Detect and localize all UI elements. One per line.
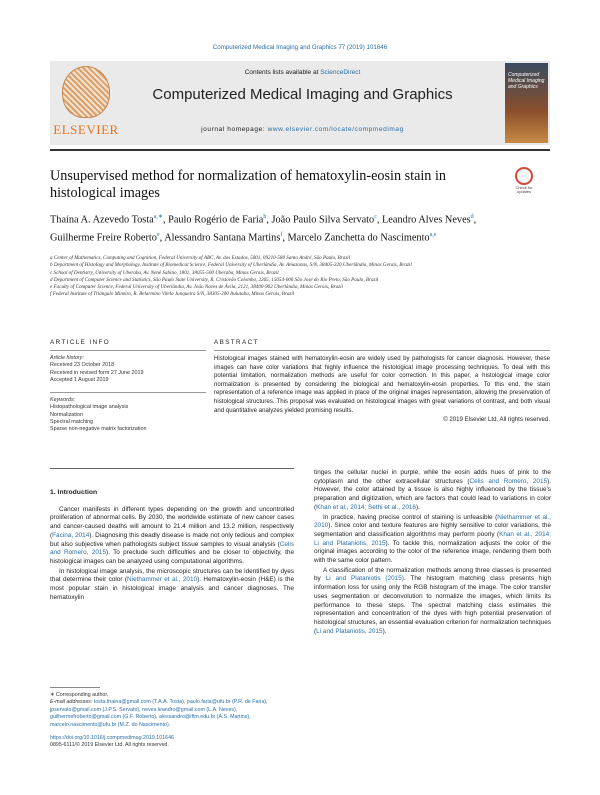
issn-line: 0895-6111/© 2019 Elsevier Ltd. All rights reserved. (50, 742, 169, 749)
contents-prefix: Contents lists available at (244, 69, 321, 76)
affiliation: a Center of Mathematics, Computing and Cognition, Federal University of ABC, Av. dos Estados, 5001, 09210-580 Santo André, São Paulo, Brazil (50, 255, 351, 261)
citation-link[interactable]: Khan et al., 2014; Li and Plataniotis, 2015 (314, 530, 551, 547)
text-run: ). Since color and texture features are highly sensitive to color variations, the segmentation and classification algorithms may perform poorly ( (314, 522, 551, 538)
cover-title: Computerized Medical Imaging and Graphics (508, 72, 545, 90)
email-note (50, 699, 294, 729)
check-updates-label: Check for updates (515, 185, 533, 194)
citation-link[interactable]: Niethammer et al., 2010 (314, 513, 551, 530)
elsevier-tree-icon (62, 66, 110, 118)
check-updates-icon (515, 167, 533, 185)
author-affil-link[interactable]: d (470, 214, 474, 220)
abstract (214, 339, 550, 423)
body-left-column (50, 489, 294, 603)
author-affil-link[interactable]: a,∗ (153, 214, 163, 220)
author-name: Guilherme Freire Roberto (50, 232, 157, 244)
text-run: ). (382, 627, 387, 635)
text-run: ). To preclude such difficulties and be closer to objectivity, the histological images can be analyzed using computational algorithms. (50, 549, 295, 565)
homepage-label: journal homepage: (201, 126, 268, 133)
body-rule (50, 468, 294, 469)
elsevier-logo[interactable] (52, 64, 120, 142)
author-affil-link[interactable]: f (280, 231, 283, 238)
paragraph (50, 506, 294, 567)
divider (50, 392, 206, 393)
affiliation: d Department of Computer Science and Statistics, São Paulo State University, R. Cristóvão Colombo, 2265, 15054-000 São José do Rio Preto, São Paulo, Brazil (50, 276, 379, 283)
author-affil-link[interactable]: a,e (429, 231, 437, 238)
footnotes (50, 687, 294, 750)
citation-link[interactable]: Li and Plataniotis, 2015 (316, 627, 383, 635)
author-affil-link[interactable]: c (374, 214, 377, 220)
text-run: tinges the cellular nuclei in purple, while the eosin adds hues of pink to the cytoplasm and the other extracellular structures ( (314, 469, 551, 485)
author-affil-link[interactable]: e (156, 231, 160, 238)
text-run: In practice, having precise control of staining is unfeasible ( (323, 513, 498, 521)
paragraph (314, 514, 551, 566)
check-for-updates-badge[interactable] (510, 167, 538, 199)
citation-link[interactable]: Li and Plataniotis (2015) (325, 575, 404, 583)
divider (214, 350, 550, 351)
divider (50, 350, 206, 351)
text-run: Cancer manifests in different types depending on the growth and uncontrolled proliferation of abnormal cells. By 2030, the worldwide estimate of new cancer cases and cancer-caused deaths will amount to 21.4 million and 13.2 million, respectively ( (50, 505, 294, 539)
author-name: Marcelo Zanchetta do Nascimento (287, 232, 430, 244)
text-run: ). (415, 503, 420, 511)
sciencedirect-link[interactable]: ScienceDirect (320, 69, 361, 76)
accepted-date: Accepted 1 August 2019 (50, 376, 109, 383)
citation-link[interactable]: Khan et al., 2014; Sethi et al., 2016 (316, 503, 416, 511)
footnote-rule (50, 687, 100, 688)
article-info (50, 339, 206, 434)
author-name: Alessandro Santana Martins (164, 232, 281, 244)
citation-link[interactable]: Celis and Romero, 2015 (50, 540, 294, 557)
text-run: ). To tackle this, normalization adjusts the color of the original images according to the color of the reference image, rendering them both with the same color pattern. (314, 539, 551, 565)
journal-cover-thumbnail[interactable] (505, 63, 548, 143)
paragraph (314, 567, 551, 637)
section-title: 1. Introduction (50, 489, 98, 496)
abstract-copyright: © 2019 Elsevier Ltd. All rights reserved. (443, 416, 550, 424)
author-affil-link[interactable]: b (263, 214, 267, 220)
citation-link[interactable]: Facina, 2014 (52, 531, 90, 539)
journal-title: Computerized Medical Imaging and Graphics (152, 86, 453, 103)
citation-link[interactable]: Niethammer et al., 2010 (127, 576, 198, 584)
body-right-column (314, 469, 551, 637)
citation-link[interactable]: Celis and Romero, 2015 (469, 477, 548, 485)
text-run: ). Diagnosing this deadly disease is made not only tedious and complex but also subjective when pathologists subject tissue samples to visual analysis ( (50, 531, 294, 548)
history-label: Article history: (50, 355, 84, 361)
keywords-label: Keywords: (50, 397, 76, 404)
corresponding-author-note: ∗ Corresponding author. (50, 692, 109, 698)
author-name: Paulo Rogério de Faria (168, 214, 264, 226)
doi-link[interactable]: https://doi.org/10.1016/j.compmedimag.2019.101646 (50, 735, 174, 742)
paragraph (50, 568, 294, 603)
keyword: Sparse non-negative matrix factorization (50, 426, 147, 433)
text-run: ). However, the color attained by a tissue is also highly influenced by the tissue's preparation and digitization, which are factors that could lead to variations in color ( (314, 477, 552, 511)
author-list: Thaína A. Azevedo Tosta$^{a,∗}$, Paulo Rogério de Faria$^b$, João Paulo Silva Servato$^c$, Leandro Alves Neves$^d$, Guilherme Freire Roberto$^e$, Alessandro Santana Martins$^f$, Marcelo Zanchetta do Nascimento$^{a,e}$ (50, 214, 477, 244)
article-info-heading: ARTICLE INFO (50, 339, 111, 346)
affiliation: b Department of Histology and Morphology, Institute of Biomedical Science, Federal University of Uberlândia, Av. Amazonas, S/N, 38405-320 Uberlândia, Minas Gerais, Brazil (50, 262, 412, 269)
affiliation: c School of Dentistry, University of Uberaba, Av. Nenê Sabino, 1801, 38055-500 Uberaba, Minas Gerais, Brazil (50, 269, 279, 276)
article-title: Unsupervised method for normalization of hematoxylin-eosin stain in histological images (50, 168, 446, 201)
header-rule (50, 149, 550, 151)
publisher-name: ELSEVIER (53, 122, 119, 137)
text-run: In histological image analysis, the microscopic structures can be identified by dyes that determine their color ( (50, 567, 294, 584)
author-name: Thaína A. Azevedo Tosta (50, 214, 154, 226)
abstract-text: Histological images stained with hematoxylin-eosin are widely used by pathologists for cancer diagnosis. However, these images can have color variations that highly influence the histological image processing techniques. To deal with this potential limitation, normalization methods are useful for color correction. In this paper, a histological image color normalization is presented by considering the biological and hematoxylin-eosin properties. To this end, the stain representation of a reference image was applied in place of the original images representation, allowing the preservation of histological structures. This proposal was evaluated on histological images with great variations of contrast, and both visual and quantitative analyzes yielded promising results. (214, 355, 550, 414)
paragraph (314, 469, 551, 513)
keyword: Histopathological image analysis (50, 404, 129, 411)
homepage-link[interactable]: www.elsevier.com/locate/compmedimag (267, 126, 404, 133)
affiliation: f Federal Institute of Triângulo Mineiro, R. Belarmino Vilela Junqueira S/N, 38305-200 Ituiutaba, Minas Gerais, Brazil (50, 291, 295, 298)
text-run: . The histogram matching class presents high information loss for using only the RGB histogram of the image. The color transfer uses segmentation or deconvolution to normalize the images, which limits its performance to these steps. The spectral matching class estimates the representation and concentration of the dyes with high potential preservation of histological structures, an essential evaluation criterion for normalization techniques ( (314, 575, 552, 635)
abstract-heading: ABSTRACT (214, 339, 259, 346)
received-date: Received 23 October 2018 (50, 362, 115, 369)
text-run: A classification of the normalization methods among three classes is presented by (314, 566, 551, 583)
keyword: Spectral matching (50, 419, 94, 426)
author-name: Leandro Alves Neves (382, 214, 471, 226)
contents-line (130, 69, 475, 76)
author-name: João Paulo Silva Servato (271, 214, 375, 226)
revised-date: Received in revised form 27 June 2019 (50, 369, 144, 376)
keyword: Normalization (50, 411, 83, 418)
homepage-line (130, 126, 475, 133)
email-links[interactable]: tosta.thaina@gmail.com (T.A.A. Tosta), paulo.faria@ufu.br (P.R. de Faria), jpservato@gmail.com (J.P.S. Servato), neves.leandro@gmail.com (L.A. Neves), guilhermefroberto@gmail.com (G.F. Roberto), alessandro@iftm.edu.br (A.S. Martins), marcelo.nascimento@ufu.br (M.Z. do Nascimento). (50, 699, 268, 728)
text-run: ). Hematoxylin-eosin (H&E) is the most popular stain in histological image analysis and cancer diagnoses. The hematoxylin (50, 576, 295, 601)
journal-reference[interactable]: Computerized Medical Imaging and Graphics 77 (2019) 101646 (212, 44, 388, 51)
affiliation: e Faculty of Computer Science, Federal University of Uberlândia, Av. João Naves de Ávila, 2121, 38400-902 Uberlândia, Minas Gerais, Brazil (50, 284, 343, 291)
email-label: E-mail addresses: (50, 699, 94, 706)
affiliations (50, 255, 550, 299)
